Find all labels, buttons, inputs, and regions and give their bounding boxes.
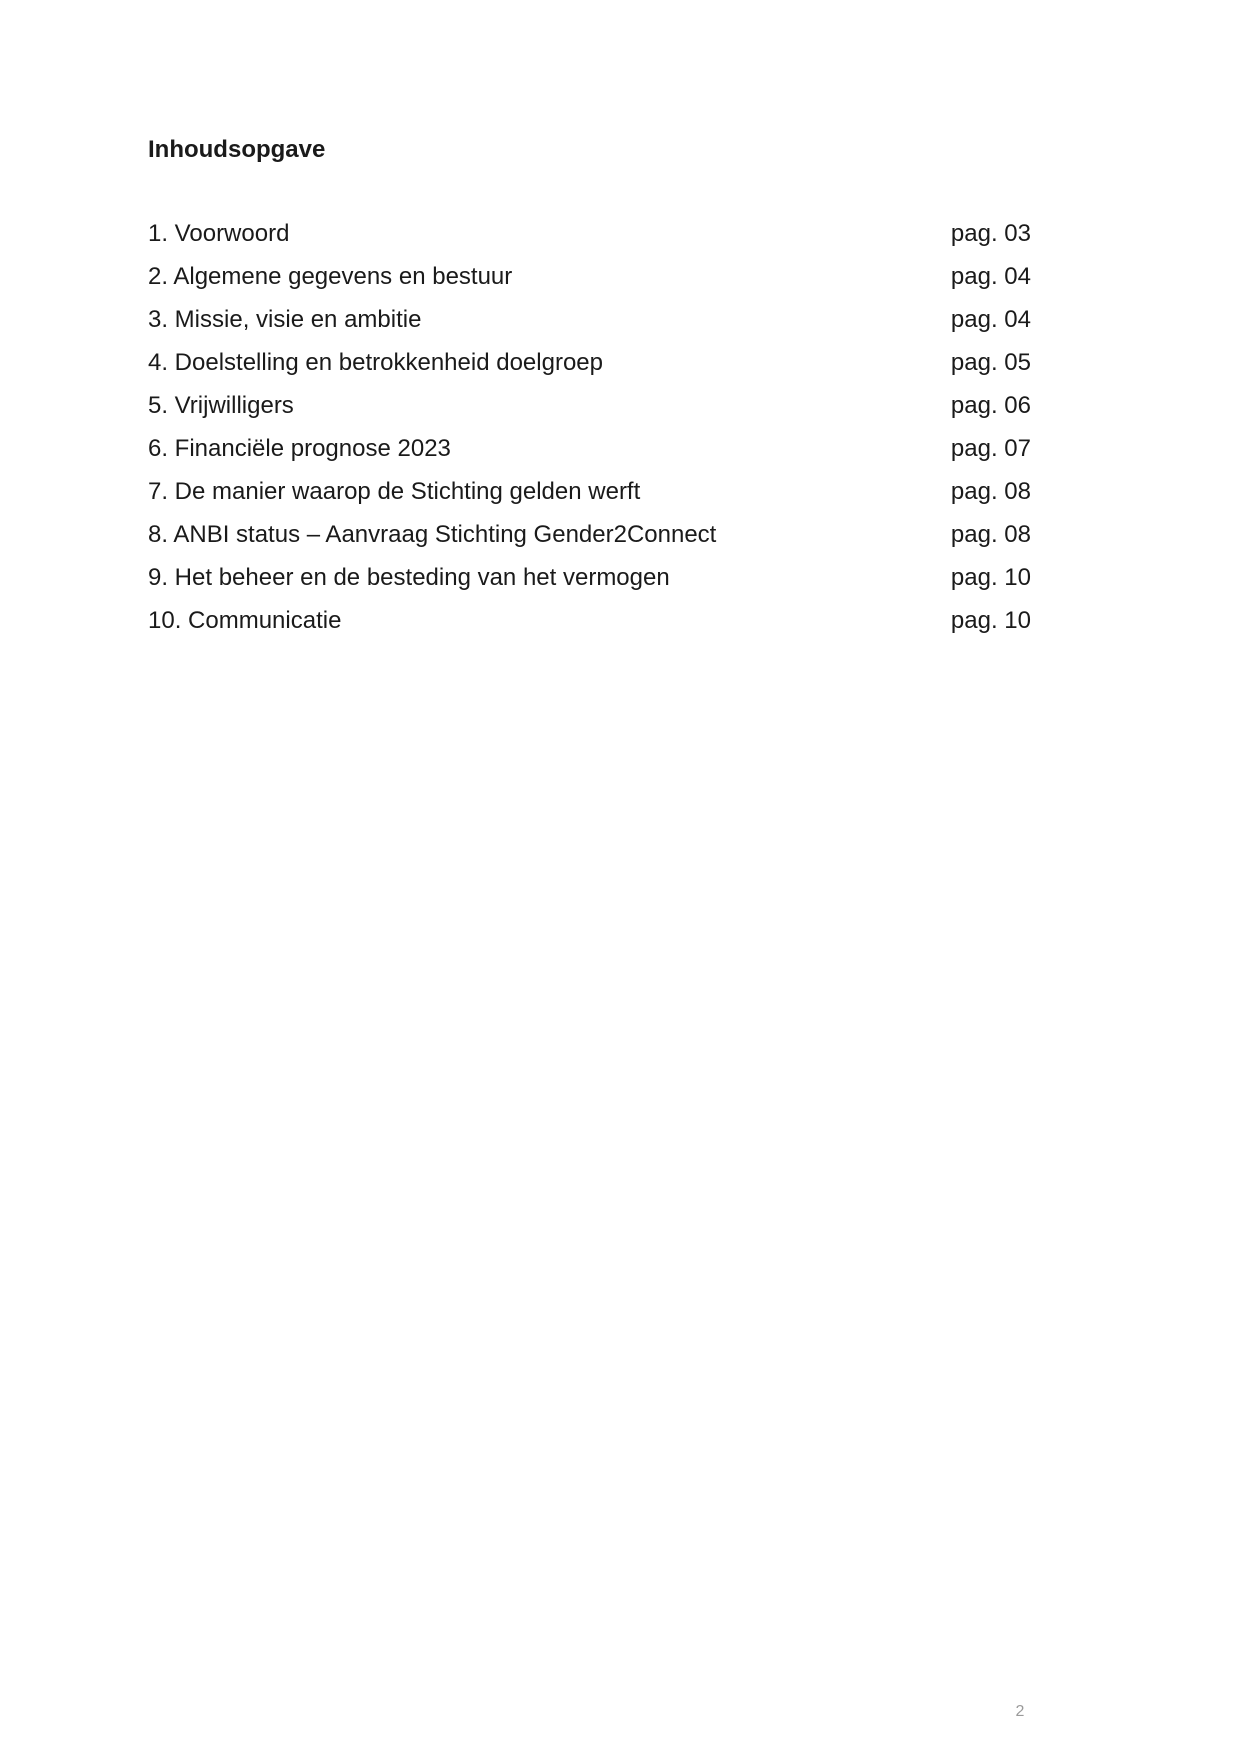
- toc-entry-page: pag. 08: [950, 478, 1031, 505]
- toc-entry-label: 1. Voorwoord: [148, 220, 290, 247]
- toc-entry-page: pag. 04: [950, 263, 1031, 290]
- toc-entry-anbi-status: [148, 520, 1031, 563]
- toc-entry-page: pag. 03: [950, 220, 1031, 247]
- toc-entry-page: pag. 04: [950, 306, 1031, 333]
- page-title: Inhoudsopgave: [148, 136, 326, 163]
- toc-entry-communicatie: [148, 606, 1031, 649]
- toc-entry-vrijwilligers: [148, 391, 1031, 434]
- toc-entry-label: 5. Vrijwilligers: [148, 392, 294, 419]
- toc-entry-label: 3. Missie, visie en ambitie: [148, 306, 422, 333]
- toc-entry-missie: [148, 305, 1031, 348]
- table-of-contents: [148, 219, 1031, 649]
- toc-entry-page: pag. 06: [950, 392, 1031, 419]
- toc-entry-page: pag. 07: [950, 435, 1031, 462]
- toc-entry-label: 8. ANBI status – Aanvraag Stichting Gender2Connect: [148, 521, 717, 548]
- toc-entry-page: pag. 10: [950, 564, 1031, 591]
- toc-entry-page: pag. 05: [950, 349, 1031, 376]
- toc-entry-beheer-vermogen: [148, 563, 1031, 606]
- page-number: 2: [1015, 1703, 1025, 1720]
- toc-entry-page: pag. 10: [950, 607, 1031, 634]
- toc-entry-gelden-werft: [148, 477, 1031, 520]
- toc-entry-doelstelling: [148, 348, 1031, 391]
- toc-entry-label: 6. Financiële prognose 2023: [148, 435, 451, 462]
- toc-entry-label: 7. De manier waarop de Stichting gelden werft: [148, 478, 641, 505]
- toc-entry-page: pag. 08: [950, 521, 1031, 548]
- toc-entry-label: 10. Communicatie: [148, 607, 342, 634]
- toc-entry-algemene-gegevens: [148, 262, 1031, 305]
- toc-entry-label: 9. Het beheer en de besteding van het vermogen: [148, 564, 670, 591]
- toc-entry-label: 2. Algemene gegevens en bestuur: [148, 263, 513, 290]
- toc-entry-financiele-prognose: [148, 434, 1031, 477]
- toc-entry-voorwoord: [148, 219, 1031, 262]
- toc-entry-label: 4. Doelstelling en betrokkenheid doelgroep: [148, 349, 603, 376]
